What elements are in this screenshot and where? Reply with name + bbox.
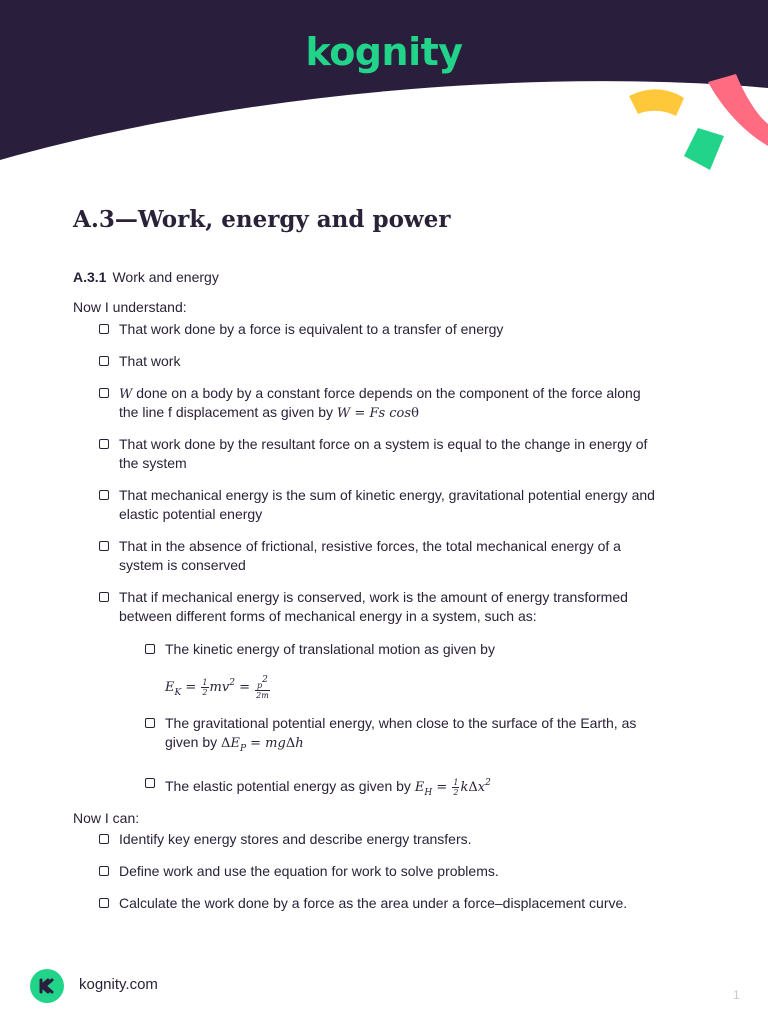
item-text: Define work and use the equation for work to solve problems. [119,863,499,879]
checkbox[interactable] [99,898,109,908]
kognity-logo[interactable]: kognity [305,30,463,74]
item-text: That work done by a force is equivalent to a transfer of energy [119,321,504,337]
checkbox[interactable] [99,324,109,334]
confetti-green [684,128,724,170]
checkbox[interactable] [145,718,155,728]
checkbox[interactable] [99,490,109,500]
work-equation: W = Fs cosθ [336,406,419,421]
item-text: the line f displacement as given by [119,404,334,420]
kinetic-energy-equation: $E_K$ = $\frac{1}{2}$ $mv^2$ = $\frac{p^2}{2m}$ [165,674,269,700]
kognity-mark-icon [30,969,64,1003]
item-text: given by [165,734,218,750]
item-text: system is conserved [119,557,246,573]
item-text: That mechanical energy is the sum of kinetic energy, gravitational potential energy and [119,487,655,503]
checkbox[interactable] [99,592,109,602]
understand-intro: Now I understand: [73,299,187,315]
checkbox[interactable] [99,866,109,876]
item-text: Identify key energy stores and describe energy transfers. [119,831,472,847]
header-background [0,0,768,160]
checkbox[interactable] [145,778,155,788]
can-intro: Now I can: [73,810,140,826]
work-symbol: W [119,387,133,402]
kognity-icon[interactable] [30,969,64,1003]
page-number: 1 [733,988,740,1002]
checkbox[interactable] [99,356,109,366]
checkbox[interactable] [99,541,109,551]
confetti-yellow [629,89,684,116]
item-text: The kinetic energy of translational motion as given by [165,641,495,657]
item-text: That work done by the resultant force on a system is equal to the change in energy of [119,436,648,452]
section-title: Work and energy [112,269,219,285]
checkbox[interactable] [99,834,109,844]
item-text: elastic potential energy [119,506,263,522]
item-text: Calculate the work done by a force as the area under a force–displacement curve. [119,895,628,911]
item-text: the system [119,455,187,471]
item-text: That if mechanical energy is conserved, work is the amount of energy transformed [119,589,628,605]
item-text: That in the absence of frictional, resistive forces, the total mechanical energy of a [119,538,621,554]
page-title: A.3—Work, energy and power [73,206,451,233]
gravitational-energy-equation: $\Delta E_P = mg\Delta h$ [221,736,304,754]
item-text: The gravitational potential energy, when close to the surface of the Earth, as [165,715,637,731]
elastic-energy-equation: $E_H$ = $\frac{1}{2}$ kΔx$^2$ [414,778,491,798]
item-text: done on a body by a constant force depends on the component of the force along [136,385,641,401]
section-number: A.3.1 [73,269,107,285]
item-text: The elastic potential energy as given by [165,778,411,794]
item-text: That work [119,353,181,369]
checkbox[interactable] [145,644,155,654]
section-heading [73,269,219,285]
footer-link[interactable]: kognity.com [79,976,158,993]
checkbox[interactable] [99,388,109,398]
checkbox[interactable] [99,439,109,449]
item-text: between different forms of mechanical energy in a system, such as: [119,608,537,624]
